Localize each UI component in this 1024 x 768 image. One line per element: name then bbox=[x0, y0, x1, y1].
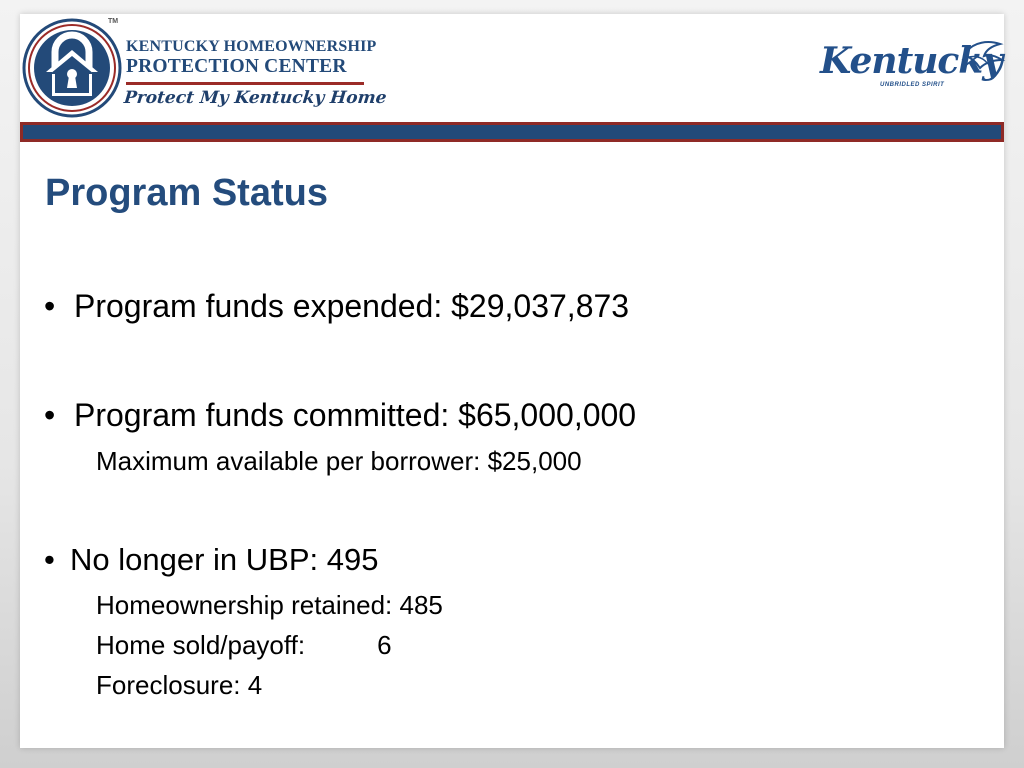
kentucky-logo-word: Kentucky bbox=[820, 40, 1003, 82]
sub-max-per-borrower: Maximum available per borrower: $25,000 bbox=[96, 446, 582, 476]
tagline: Protect My Kentucky Home bbox=[122, 88, 388, 108]
bullet-no-longer-in-ubp bbox=[44, 542, 378, 578]
header-bar bbox=[20, 122, 1004, 142]
sub-home-sold-payoff bbox=[96, 630, 392, 661]
org-name-rule bbox=[126, 82, 364, 85]
org-name-line1: KENTUCKY HOMEOWNERSHIP bbox=[126, 38, 377, 55]
sub-homeownership-retained: Homeownership retained: 485 bbox=[96, 590, 443, 620]
home-sold-label: Home sold/payoff: bbox=[96, 630, 306, 660]
bullet-text: No longer in UBP: 495 bbox=[70, 542, 379, 577]
bullet-funds-expended bbox=[44, 288, 629, 325]
bullet-marker: • bbox=[44, 397, 56, 433]
sub-foreclosure: Foreclosure: 4 bbox=[96, 670, 263, 700]
trademark-mark: TM bbox=[108, 18, 119, 25]
bullet-funds-committed bbox=[44, 397, 636, 434]
kentucky-logo-subtitle: UNBRIDLED SPIRIT bbox=[880, 82, 945, 88]
slide-title: Program Status bbox=[45, 172, 328, 214]
bullet-text: Program funds expended: $29,037,873 bbox=[74, 288, 630, 324]
org-name-line2: PROTECTION CENTER bbox=[126, 56, 347, 77]
bullet-marker: • bbox=[44, 288, 56, 324]
lock-house-seal-icon bbox=[22, 18, 122, 118]
bullet-text: Program funds committed: $65,000,000 bbox=[74, 397, 637, 433]
slide bbox=[20, 14, 1004, 748]
bullet-marker: • bbox=[44, 542, 55, 577]
home-sold-value: 6 bbox=[377, 630, 392, 660]
